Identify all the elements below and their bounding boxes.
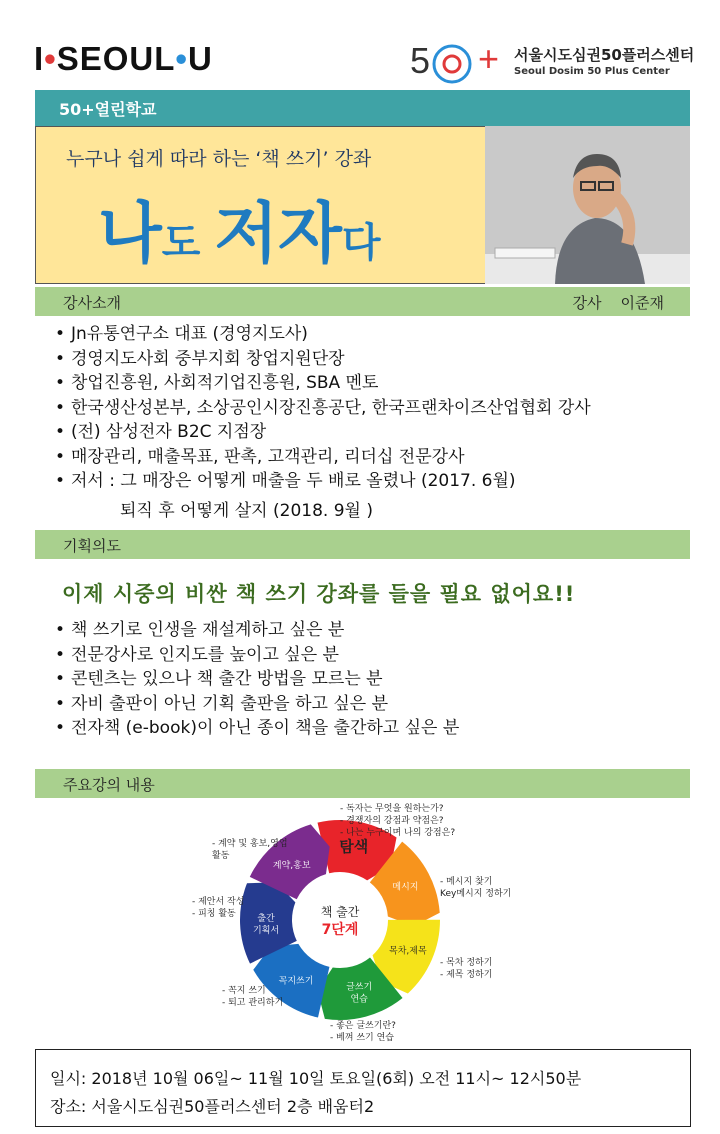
seoul-logo: I•SEOUL•U	[34, 40, 213, 77]
book-continuation: 퇴직 후 어떻게 살지 (2018. 9월 )	[120, 501, 373, 521]
cycle-center-label: 책 출간	[320, 905, 360, 919]
planning-section-label: 기획의도	[63, 537, 121, 555]
note-contract: - 계약 및 홍보,영업 활동	[212, 839, 288, 861]
list-item: • 한국생산성본부, 소상공인시장진흥공단, 한국프랜차이즈산업협회 강사	[55, 397, 591, 418]
school-tab-label: 50+열린학교	[59, 100, 157, 119]
list-item: • 저서 : 그 매장은 어떻게 매출을 두 배로 올렸나 (2017. 6월)	[55, 471, 516, 491]
cycle-step-label: 목차,제목	[389, 946, 427, 957]
place-text: 장소: 서울시도심권50플러스센터 2층 배움터2	[50, 1097, 375, 1116]
cycle-step-label: 메시지	[392, 882, 419, 893]
cycle-step-label: 탐색	[339, 837, 369, 856]
note-mokcha: - 목차 정하기 - 제목 정하기	[440, 958, 493, 980]
cycle-step-label: 글쓰기	[346, 982, 373, 993]
list-item: • 창업진흥원, 사회적기업진흥원, SBA 멘토	[55, 373, 379, 393]
instructor-list	[55, 322, 591, 494]
instructor-name: 강사 이준재	[572, 294, 664, 312]
list-item: • Jn유통연구소 대표 (경영지도사)	[55, 324, 308, 344]
planning-section-bar	[35, 530, 690, 559]
note-tamsaek: - 독자는 무엇을 원하는가? - 경쟁자의 강점과 약점은? - 나는 누구이며 나의 강점은?	[340, 804, 456, 838]
instructor-photo	[485, 126, 690, 284]
list-item: • 경영지도사회 중부지회 창업지원단장	[55, 348, 345, 369]
cycle-step-label: 기획서	[253, 925, 280, 936]
instructor-section-bar	[35, 287, 690, 316]
cycle-step-label: 계약,홍보	[272, 860, 311, 871]
logo-number: 5​	[410, 40, 469, 81]
list-item: • 매장관리, 매출목표, 판촉, 고객관리, 리더십 전문강사	[55, 446, 465, 467]
planning-headline: 이제 시중의 비싼 책 쓰기 강좌를 들을 필요 없어요!!	[62, 582, 576, 606]
content-section-label: 주요강의 내용	[63, 776, 155, 794]
school-tab	[35, 90, 690, 126]
list-item: • (전) 삼성전자 B2C 지점장	[55, 422, 267, 442]
list-item: • 콘텐츠는 있으나 책 출간 방법을 모르는 분	[55, 669, 383, 689]
list-item: • 전문강사로 인지도를 높이고 싶은 분	[55, 644, 339, 665]
instructor-section-label: 강사소개	[63, 294, 121, 312]
logo-dot: •	[44, 40, 57, 77]
note-kkokji: - 꼭지 쓰기 - 퇴고 관리하기	[222, 986, 284, 1008]
logo-dot: •	[175, 40, 188, 77]
cycle-center-steps: 7단계	[321, 922, 359, 938]
org-name-kr: 서울시도심권50플러스센터	[514, 46, 695, 64]
hero-subtitle: 누구나 쉽게 따라 하는 ‘책 쓰기’ 강좌	[66, 148, 372, 170]
schedule-text: 일시: 2018년 10월 06일~ 11월 10일 토요일(6회) 오전 11시~ 12시50분	[50, 1069, 582, 1088]
note-proposal: - 제안서 작성 - 피칭 활동	[192, 897, 245, 919]
content-section-bar	[35, 769, 690, 798]
org-name-en: Seoul Dosim 50 Plus Center	[514, 66, 670, 77]
list-item: • 책 쓰기로 인생을 재설계하고 싶은 분	[55, 620, 345, 640]
cycle-step-label: 연습	[350, 994, 368, 1005]
schedule-info-box	[35, 1049, 691, 1127]
list-item: • 자비 출판이 아닌 기획 출판을 하고 싶은 분	[55, 693, 389, 714]
cycle-step-label: 출간	[257, 913, 275, 924]
cycle-step-label: 꼭지쓰기	[278, 976, 314, 987]
center-logo	[410, 38, 700, 88]
target-audience-list	[55, 618, 459, 741]
hero-title: 나도 저자다	[98, 195, 381, 272]
note-writing: - 좋은 글쓰기란? - 베껴 쓰기 연습	[330, 1021, 396, 1043]
note-message: - 메시지 찾기 Key메시지 정하기	[440, 877, 512, 899]
list-item: • 전자책 (e-book)이 아닌 종이 책을 출간하고 싶은 분	[55, 718, 460, 738]
plus-icon: +	[478, 38, 500, 79]
